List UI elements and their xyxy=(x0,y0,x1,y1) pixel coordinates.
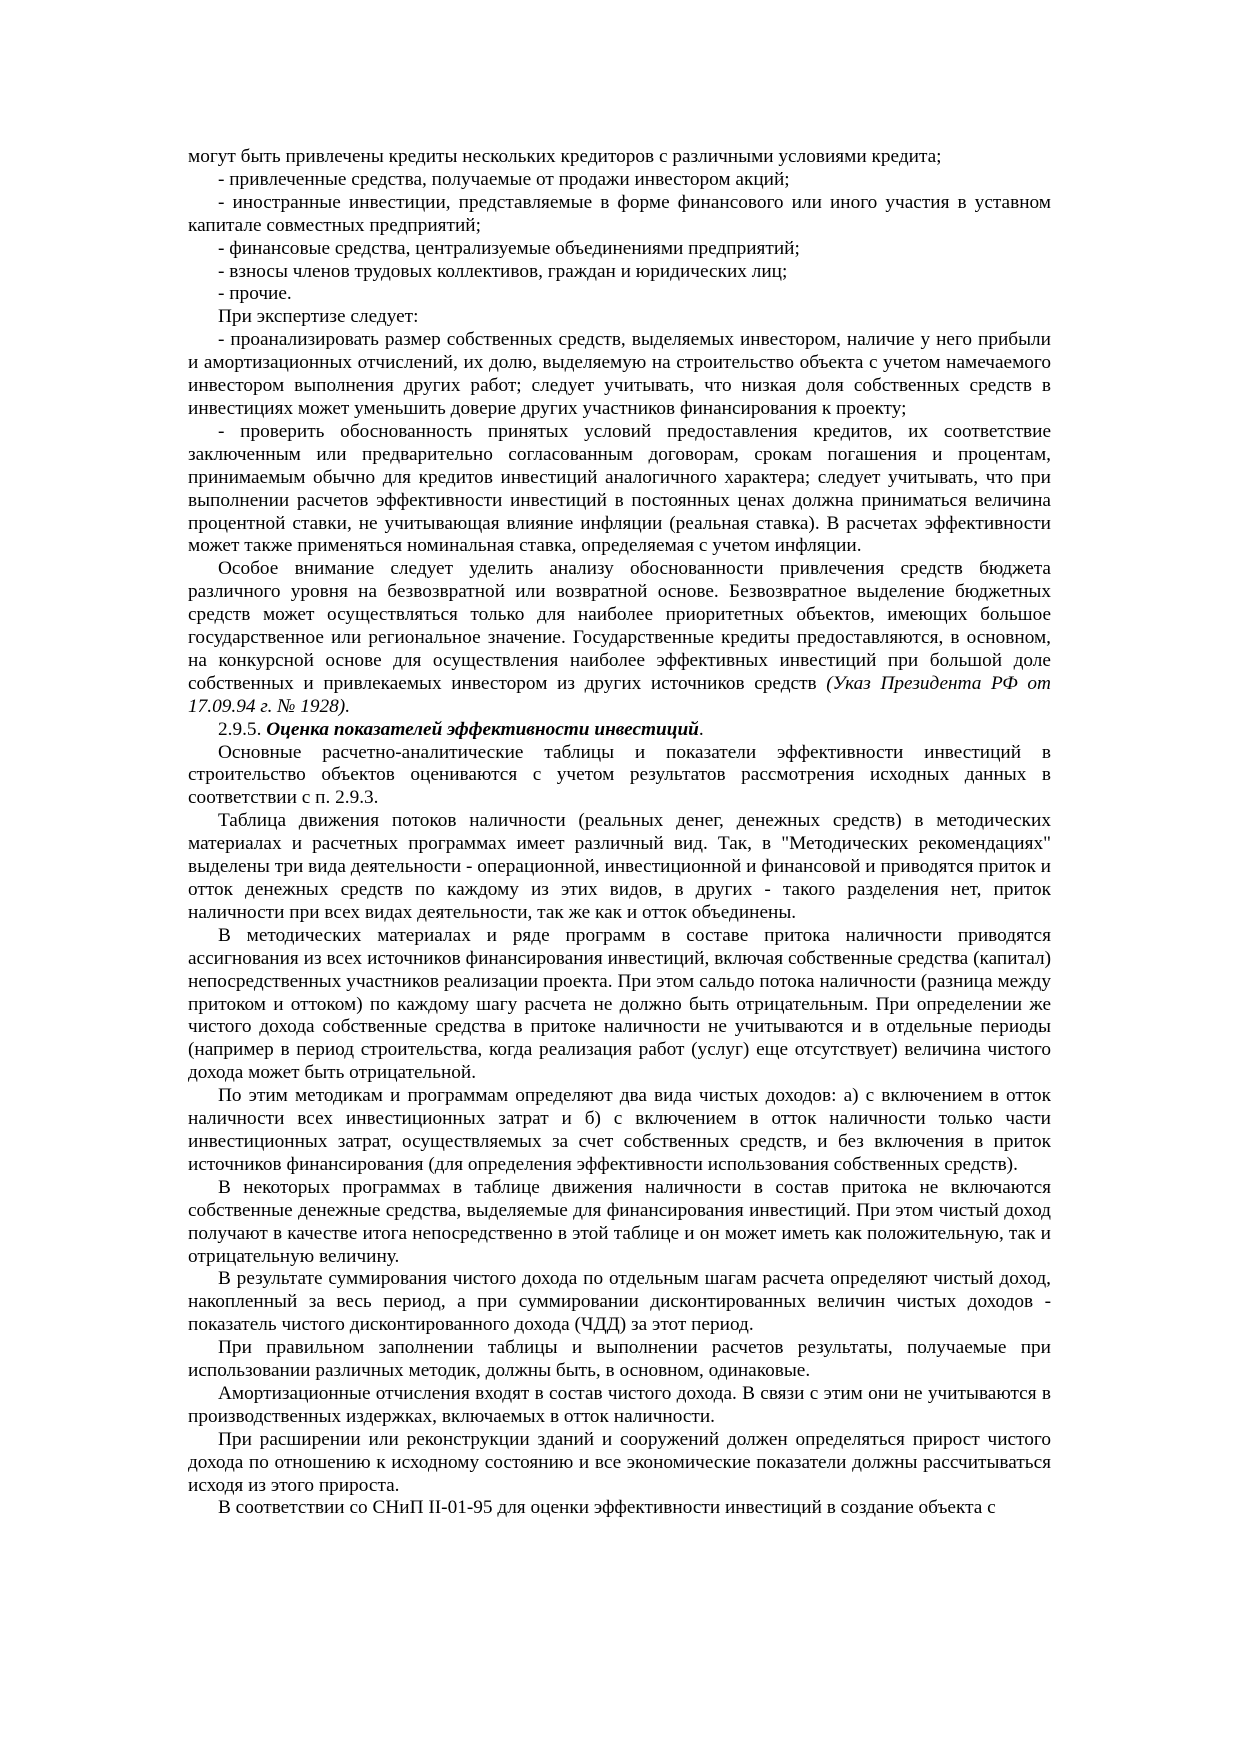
paragraph-credits-continuation: могут быть привлечены кредиты нескольких кредиторов с различными условиями кредита; xyxy=(188,146,942,167)
paragraph-main-tables: Основные расчетно-аналитические таблицы и показатели эффективности инвестиций в строительство объектов оцениваются с учетом результатов рассмотрения исходных данных в соответствии с п. 2.9.3. xyxy=(188,741,1051,809)
paragraph-expertise-intro: При экспертизе следует: xyxy=(218,306,419,328)
decree-reference: (Указ Президента РФ от 17.09.94 г. № 1928). xyxy=(188,672,1051,717)
section-number: 2.9.5. xyxy=(218,718,267,740)
paragraph-consistent-results: При правильном заполнении таблицы и выполнении расчетов результаты, получаемые при использовании различных методик, должны быть, в основном, одинаковые. xyxy=(188,1337,1051,1382)
list-item-contributions: - взносы членов трудовых коллективов, граждан и юридических лиц; xyxy=(218,260,788,282)
list-item-check-credit-terms: - проверить обоснованность принятых условий предоставления кредитов, их соответствие заключенным или предварительно согласованным договорам, срокам погашения и процентам, принимаемым обычно для кредитов инвестиций аналогичного характера; следует учитывать, что при выполнении расчетов эффективности инвестиций в постоянных ценах должна приниматься величина процентной ставки, не учитывающая влияние инфляции (реальная ставка). В расчетах эффективности может также применяться номинальная ставка, определяемая с учетом инфляции. xyxy=(188,420,1051,557)
list-item-centralized-funds: - финансовые средства, централизуемые объединениями предприятий; xyxy=(218,237,800,259)
section-heading-2-9-5 xyxy=(188,719,1051,742)
paragraph-cash-flow-table: Таблица движения потоков наличности (реальных денег, денежных средств) в методических материалах и расчетных программах имеет различный вид. Так, в "Методических рекомендациях" выделены три вида деятельности - операционной, инвестиционной и финансовой и приводятся приток и отток денежных средств по каждому из этих видов, в других - такого разделения нет, приток наличности при всех видах деятельности, так же как и отток объединены. xyxy=(188,810,1051,923)
paragraph-budget-funds xyxy=(188,558,1051,718)
paragraph-npv-summation: В результате суммирования чистого дохода по отдельным шагам расчета определяют чистый доход, накопленный за весь период, а при суммировании дисконтированных величин чистых доходов - показатель чистого дисконтированного дохода (ЧДД) за этот период. xyxy=(188,1268,1051,1336)
list-item-analyze-own-funds: - проанализировать размер собственных средств, выделяемых инвестором, наличие у него прибыли и амортизационных отчислений, их долю, выделяемую на строительство объекта с учетом намечаемого инвестором выполнения других работ; следует учитывать, что низкая доля собственных средств в инвестициях может уменьшить доверие других участников финансирования к проекту; xyxy=(188,329,1051,419)
paragraph-two-net-incomes: По этим методикам и программам определяют два вида чистых доходов: а) с включением в отток наличности всех инвестиционных затрат и б) с включением в отток наличности только части инвестиционных затрат, осуществляемых за счет собственных средств, и без включения в приток источников финансирования (для определения эффективности использования собственных средств). xyxy=(188,1085,1051,1175)
paragraph-cash-inflow-sources: В методических материалах и ряде программ в составе притока наличности приводятся ассигнования из всех источников финансирования инвестиций, включая собственные средства (капитал) непосредственных участников реализации проекта. При этом сальдо потока наличности (разница между притоком и оттоком) по каждому шагу расчета не должно быть отрицательным. При определении же чистого дохода собственные средства в притоке наличности не учитываются и в отдельные периоды (например в период строительства, когда реализация работ (услуг) еще отсутствует) величина чистого дохода может быть отрицательной. xyxy=(188,924,1051,1084)
document-page xyxy=(188,146,1051,1520)
paragraph-snip-reference: В соответствии со СНиП II-01-95 для оценки эффективности инвестиций в создание объекта с xyxy=(218,1497,996,1519)
list-item-foreign-investment: - иностранные инвестиции, представляемые в форме финансового или иного участия в уставном капитале совместных предприятий; xyxy=(188,191,1051,236)
budget-funds-text: Особое внимание следует уделить анализу обоснованности привлечения средств бюджета различного уровня на безвозвратной или возвратной основе. Безвозвратное выделение бюджетных средств может осуществляться только для наиболее приоритетных объектов, имеющих большое государственное или региональное значение. Государственные кредиты предоставляются, в основном, на конкурсной основе для осуществления наиболее эффективных инвестиций при большой доле собственных и привлекаемых инвестором из других источников средств xyxy=(188,558,1051,694)
paragraph-reconstruction: При расширении или реконструкции зданий и сооружений должен определяться прирост чистого дохода по отношению к исходному состоянию и все экономические показатели должны рассчитываться исходя из этого прироста. xyxy=(188,1428,1051,1496)
section-title-period: . xyxy=(698,718,704,740)
paragraph-programs-own-funds: В некоторых программах в таблице движения наличности в состав притока не включаются собственные денежные средства, выделяемые для финансирования инвестиций. При этом чистый доход получают в качестве итога непосредственно в этой таблице и он может иметь как положительную, так и отрицательную величину. xyxy=(188,1176,1051,1267)
section-title: Оценка показателей эффективности инвестиций xyxy=(266,718,699,740)
paragraph-depreciation: Амортизационные отчисления входят в состав чистого дохода. В связи с этим они не учитываются в производственных издержках, включаемых в отток наличности. xyxy=(188,1382,1051,1427)
list-item-share-sale-funds: - привлеченные средства, получаемые от продажи инвестором акций; xyxy=(218,168,790,190)
list-item-other: - прочие. xyxy=(218,283,292,305)
